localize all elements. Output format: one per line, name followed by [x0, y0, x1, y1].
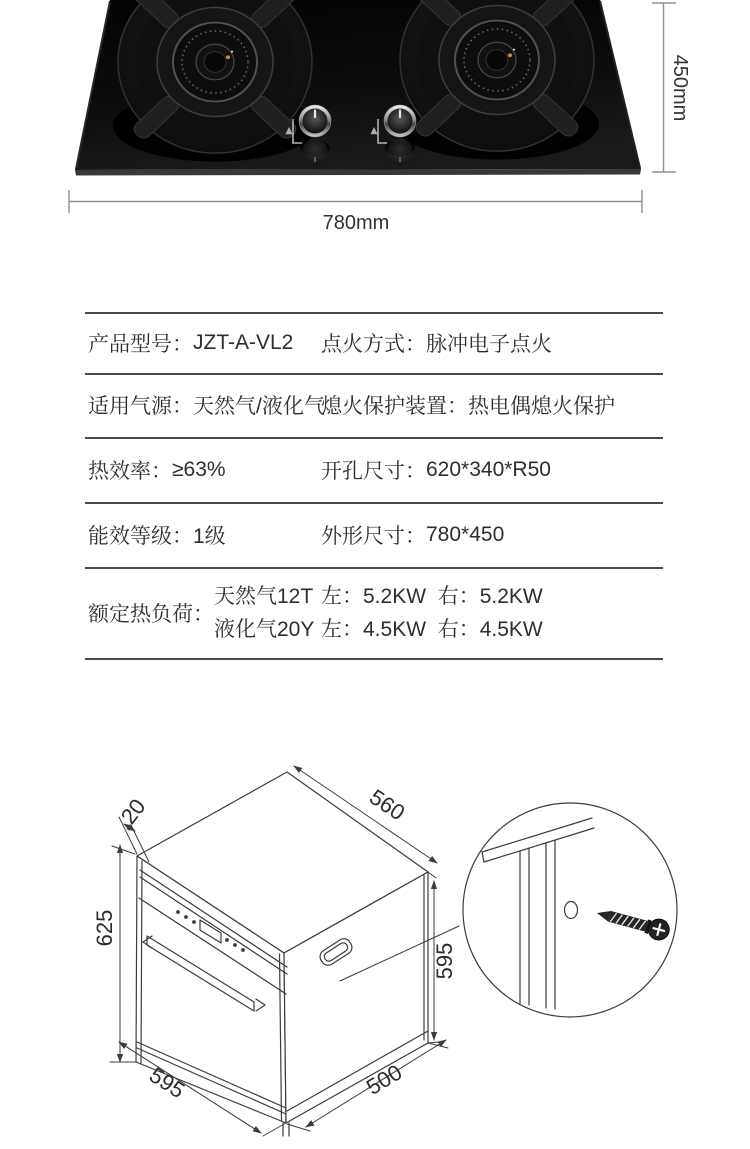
spec-row-gas-protection: [85, 373, 663, 437]
screw-icon: [594, 903, 671, 943]
dimension-625: [92, 845, 136, 1062]
stove-width-dim-label: 780mm: [322, 212, 390, 234]
spec-row-energy-size: [85, 502, 663, 567]
spec-cell-rated-heat-load: [88, 567, 314, 658]
spec-value: JZT-A-VL2: [193, 330, 294, 354]
spec-label: 热效率：: [88, 459, 172, 483]
spec-value: ≥63%: [172, 457, 226, 481]
spec-cell-energy-rating: [88, 502, 226, 567]
stove-height-dim-label: 450mm: [669, 54, 691, 122]
dim-label-595-bottom: 595: [144, 1062, 190, 1104]
spec-cell-gas-source: [88, 373, 325, 437]
spec-value: 左：4.5KW 右：4.5KW: [321, 617, 543, 641]
spec-cell-model: [88, 312, 293, 373]
installation-diagram: [0, 740, 750, 1149]
spec-label: 点火方式：: [321, 332, 426, 356]
spec-cell-ignition: [321, 312, 552, 373]
spec-label: 开孔尺寸：: [321, 459, 426, 483]
spec-cell-cutout-size: [321, 437, 551, 502]
spec-value: 左：5.2KW 右：5.2KW: [321, 584, 543, 608]
spec-label: 熄火保护装置：: [321, 395, 468, 418]
spec-cell-overall-size: [321, 502, 504, 567]
detail-circle: [463, 803, 677, 1017]
spec-table: [85, 0, 663, 680]
dim-label-595-right: 595: [432, 942, 457, 980]
spec-label: 适用气源：: [88, 395, 193, 418]
spec-cell-thermal-efficiency: [88, 437, 226, 502]
spec-value: 780*450: [426, 522, 505, 546]
spec-value: 热电偶熄火保护: [468, 395, 615, 418]
spec-value: 天然气/液化气: [193, 395, 325, 418]
spec-row-heat-load: [85, 567, 663, 658]
table-divider: [85, 658, 663, 660]
dimension-595-right: [428, 872, 457, 1043]
spec-row-model-ignition: [85, 312, 663, 373]
frame-post: [482, 818, 594, 1009]
spec-label: 外形尺寸：: [321, 524, 426, 548]
spec-label: 产品型号：: [88, 332, 193, 356]
dim-label-20: 20: [115, 794, 151, 829]
dim-label-560: 560: [364, 784, 410, 826]
spec-row-efficiency-cutout: [85, 437, 663, 502]
dim-label-500: 500: [361, 1059, 407, 1100]
spec-cell-burner-power: [321, 567, 543, 658]
screw-hole: [565, 902, 578, 919]
spec-cell-flameout-protection: [321, 373, 615, 437]
spec-label: 能效等级：: [88, 524, 193, 548]
dim-label-625: 625: [92, 909, 117, 947]
spec-value: 脉冲电子点火: [426, 332, 552, 356]
spec-value: 液化气20Y: [214, 617, 315, 641]
spec-value: 天然气12T: [214, 584, 314, 608]
spec-value: 620*340*R50: [426, 457, 551, 481]
spec-label: 额定热负荷：: [88, 602, 214, 626]
spec-value: 1级: [193, 524, 226, 548]
